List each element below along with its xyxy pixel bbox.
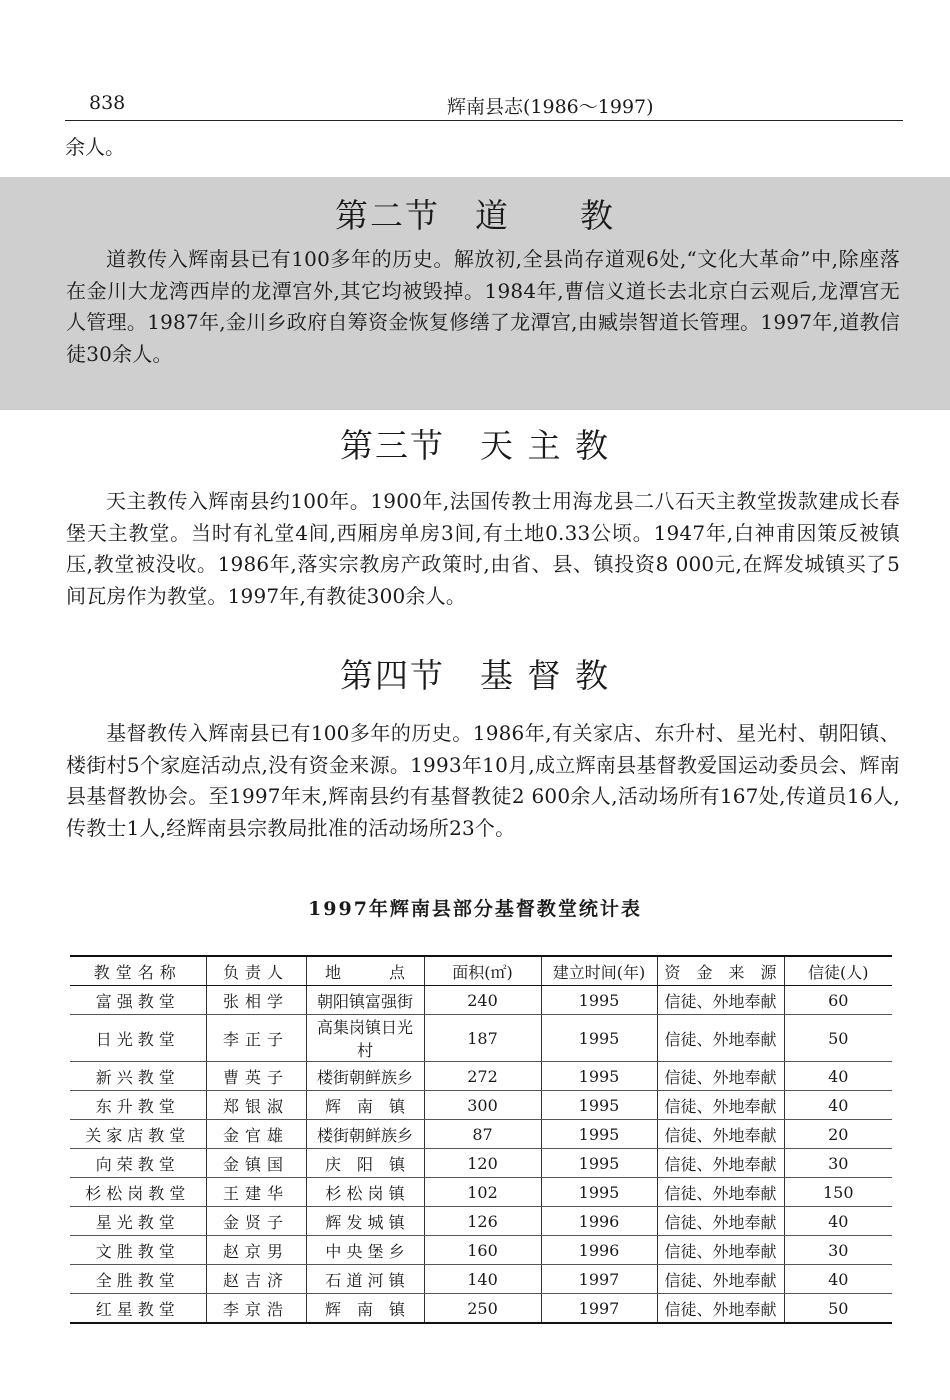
person-in-charge-cell: 金贤子 — [206, 1207, 306, 1236]
funding-source-cell: 信徒、外地奉献 — [657, 1207, 784, 1236]
founded-year-cell: 1995 — [541, 1091, 657, 1120]
funding-source-cell: 信徒、外地奉献 — [657, 1149, 784, 1178]
location-cell: 庆 阳 镇 — [306, 1149, 424, 1178]
area-cell: 160 — [424, 1236, 541, 1265]
founded-year-cell: 1995 — [541, 1062, 657, 1091]
location-cell: 朝阳镇富强街 — [306, 986, 424, 1015]
area-cell: 126 — [424, 1207, 541, 1236]
person-in-charge-cell: 郑银淑 — [206, 1091, 306, 1120]
followers-cell: 20 — [784, 1120, 892, 1149]
founded-year-cell: 1996 — [541, 1207, 657, 1236]
location-cell: 中 央 堡 乡 — [306, 1236, 424, 1265]
followers-cell: 150 — [784, 1178, 892, 1207]
column-header: 资 金 来 源 — [657, 956, 784, 986]
funding-source-cell: 信徒、外地奉献 — [657, 1294, 784, 1324]
person-in-charge-cell: 金官雄 — [206, 1120, 306, 1149]
section-title-christianity: 第四节 基 督 教 — [340, 656, 610, 695]
founded-year-cell: 1997 — [541, 1294, 657, 1324]
table-row — [70, 1178, 892, 1207]
followers-cell: 50 — [784, 1294, 892, 1324]
section-title-catholicism: 第三节 天 主 教 — [340, 426, 610, 465]
founded-year-cell: 1996 — [541, 1236, 657, 1265]
church-name-cell: 富强教堂 — [70, 986, 206, 1015]
continuation-text: 余人。 — [65, 135, 125, 159]
followers-cell: 60 — [784, 986, 892, 1015]
location-cell: 高集岗镇日光村 — [306, 1015, 424, 1062]
founded-year-cell: 1995 — [541, 1178, 657, 1207]
table-row — [70, 1236, 892, 1265]
paragraph-christianity: 基督教传入辉南县已有100多年的历史。1986年,有关家店、东升村、星光村、朝阳镇、楼街村5个家庭活动点,没有资金来源。1993年10月,成立辉南县基督教爱国运动委员会、辉南县基督教协会。至1997年末,辉南县约有基督教徒2 600余人,活动场所有167处,传道员16人,传教士1人,经辉南县宗教局批准的活动场所23个。 — [66, 721, 900, 840]
church-name-cell: 杉松岗教堂 — [70, 1178, 206, 1207]
table-row — [70, 1265, 892, 1294]
paragraph-taoism: 道教传入辉南县已有100多年的历史。解放初,全县尚存道观6处,“文化大革命”中,除座落在金川大龙湾西岸的龙潭宫外,其它均被毁掉。1984年,曹信义道长去北京白云观后,龙潭宫无人管理。1987年,金川乡政府自筹资金恢复修缮了龙潭宫,由臧崇智道长管理。1997年,道教信徒30余人。 — [66, 247, 900, 366]
funding-source-cell: 信徒、外地奉献 — [657, 1236, 784, 1265]
table-header-row — [70, 956, 892, 986]
table-row — [70, 1091, 892, 1120]
area-cell: 240 — [424, 986, 541, 1015]
funding-source-cell: 信徒、外地奉献 — [657, 1015, 784, 1062]
table-title: 1997年辉南县部分基督教堂统计表 — [308, 898, 642, 920]
table-row — [70, 1207, 892, 1236]
location-cell: 楼街朝鲜族乡 — [306, 1120, 424, 1149]
section-title-taoism: 第二节 道 教 — [335, 196, 615, 235]
funding-source-cell: 信徒、外地奉献 — [657, 1062, 784, 1091]
page-number: 838 — [89, 92, 126, 114]
founded-year-cell: 1995 — [541, 986, 657, 1015]
area-cell: 102 — [424, 1178, 541, 1207]
table-row — [70, 1294, 892, 1324]
column-header: 建立时间(年) — [541, 956, 657, 986]
followers-cell: 30 — [784, 1236, 892, 1265]
table-row — [70, 986, 892, 1015]
person-in-charge-cell: 赵吉济 — [206, 1265, 306, 1294]
founded-year-cell: 1995 — [541, 1120, 657, 1149]
church-name-cell: 关家店教堂 — [70, 1120, 206, 1149]
followers-cell: 50 — [784, 1015, 892, 1062]
church-name-cell: 新兴教堂 — [70, 1062, 206, 1091]
church-stats-table — [70, 955, 892, 1324]
location-cell: 辉 南 镇 — [306, 1294, 424, 1324]
area-cell: 250 — [424, 1294, 541, 1324]
founded-year-cell: 1995 — [541, 1149, 657, 1178]
followers-cell: 40 — [784, 1265, 892, 1294]
location-cell: 辉 南 镇 — [306, 1091, 424, 1120]
church-name-cell: 向荣教堂 — [70, 1149, 206, 1178]
followers-cell: 40 — [784, 1207, 892, 1236]
location-cell: 杉 松 岗 镇 — [306, 1178, 424, 1207]
funding-source-cell: 信徒、外地奉献 — [657, 1091, 784, 1120]
followers-cell: 40 — [784, 1091, 892, 1120]
area-cell: 87 — [424, 1120, 541, 1149]
area-cell: 272 — [424, 1062, 541, 1091]
church-name-cell: 星光教堂 — [70, 1207, 206, 1236]
person-in-charge-cell: 张相学 — [206, 986, 306, 1015]
funding-source-cell: 信徒、外地奉献 — [657, 1120, 784, 1149]
person-in-charge-cell: 赵京男 — [206, 1236, 306, 1265]
church-name-cell: 红星教堂 — [70, 1294, 206, 1324]
column-header: 负责人 — [206, 956, 306, 986]
person-in-charge-cell: 李京浩 — [206, 1294, 306, 1324]
table-row — [70, 1120, 892, 1149]
column-header: 信徒(人) — [784, 956, 892, 986]
table-row — [70, 1149, 892, 1178]
church-name-cell: 文胜教堂 — [70, 1236, 206, 1265]
area-cell: 140 — [424, 1265, 541, 1294]
funding-source-cell: 信徒、外地奉献 — [657, 1265, 784, 1294]
table-row — [70, 1062, 892, 1091]
church-name-cell: 全胜教堂 — [70, 1265, 206, 1294]
funding-source-cell: 信徒、外地奉献 — [657, 986, 784, 1015]
followers-cell: 40 — [784, 1062, 892, 1091]
founded-year-cell: 1995 — [541, 1015, 657, 1062]
running-title: 辉南县志(1986～1997) — [447, 96, 654, 118]
area-cell: 187 — [424, 1015, 541, 1062]
column-header: 地 点 — [306, 956, 424, 986]
column-header: 教堂名称 — [70, 956, 206, 986]
founded-year-cell: 1997 — [541, 1265, 657, 1294]
followers-cell: 30 — [784, 1149, 892, 1178]
location-cell: 石 道 河 镇 — [306, 1265, 424, 1294]
location-cell: 辉 发 城 镇 — [306, 1207, 424, 1236]
page-header — [65, 92, 903, 121]
column-header: 面积(㎡) — [424, 956, 541, 986]
location-cell: 楼街朝鲜族乡 — [306, 1062, 424, 1091]
person-in-charge-cell: 王建华 — [206, 1178, 306, 1207]
person-in-charge-cell: 李正子 — [206, 1015, 306, 1062]
area-cell: 120 — [424, 1149, 541, 1178]
church-name-cell: 东升教堂 — [70, 1091, 206, 1120]
table-row — [70, 1015, 892, 1062]
person-in-charge-cell: 曹英子 — [206, 1062, 306, 1091]
paragraph-catholicism: 天主教传入辉南县约100年。1900年,法国传教士用海龙县二八石天主教堂拨款建成长春堡天主教堂。当时有礼堂4间,西厢房单房3间,有土地0.33公顷。1947年,白神甫因策反被镇压,教堂被没收。1986年,落实宗教房产政策时,由省、县、镇投资8 000元,在辉发城镇买了5间瓦房作为教堂。1997年,有教徒300余人。 — [66, 489, 900, 608]
church-name-cell: 日光教堂 — [70, 1015, 206, 1062]
funding-source-cell: 信徒、外地奉献 — [657, 1178, 784, 1207]
area-cell: 300 — [424, 1091, 541, 1120]
person-in-charge-cell: 金镇国 — [206, 1149, 306, 1178]
